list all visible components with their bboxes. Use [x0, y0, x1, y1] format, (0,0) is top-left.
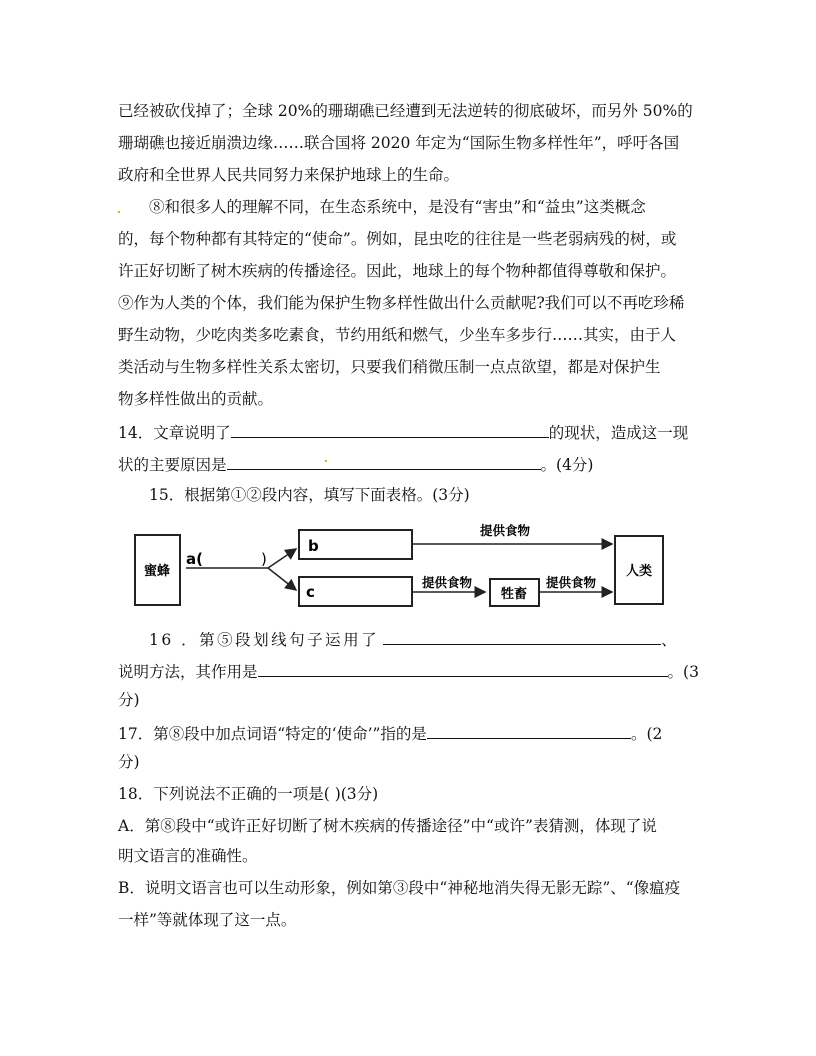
- answer-blank[interactable]: [231, 421, 549, 438]
- blank-a-close: ): [261, 550, 267, 568]
- question-14-text: 的现状，造成这一现: [548, 424, 689, 442]
- passage-line: 珊瑚礁也接近崩溃边缘……联合国将 2020 年定为“国际生物多样性年”，呼吁各国: [118, 134, 680, 152]
- passage-line: 已经被砍伐掉了；全球 20%的珊瑚礁已经遭到无法逆转的彻底破坏，而另外 50%的: [118, 102, 693, 120]
- answer-blank[interactable]: [227, 453, 541, 470]
- box-c: [299, 577, 412, 606]
- arrow-to-c: [268, 568, 296, 590]
- question-16-text: 、: [661, 631, 677, 649]
- question-18: 18．下列说法不正确的一项是( )(3分): [118, 785, 379, 803]
- option-a-line2: 明文语言的准确性。: [118, 847, 258, 865]
- option-b-line2: 一样”等就体现了这一点。: [118, 911, 297, 929]
- box-c-label: c: [306, 583, 315, 601]
- passage-line: 的，每个物种都有其特定的“使命”。例如，昆虫吃的往往是一些老弱病残的树，或: [118, 230, 677, 248]
- livestock-label: 牲畜: [500, 587, 528, 602]
- question-17-points: 。(2: [630, 725, 663, 743]
- stray-mark: [118, 211, 120, 213]
- option-a-line1: A．第⑧段中“或许正好切断了树木疾病的传播途径”中“或许”表猜测，体现了说: [118, 817, 657, 835]
- arrow-to-b: [268, 549, 296, 568]
- question-16-text: 16 ．第⑤段划线句子运用了: [149, 631, 380, 649]
- question-14-text: 状的主要原因是: [118, 456, 227, 474]
- bee-label: 蜜蜂: [143, 564, 171, 579]
- blank-a-label: a(: [186, 550, 203, 568]
- question-17-line1: [118, 722, 662, 744]
- provide-food-label: 提供食物: [546, 575, 597, 590]
- question-17-text: 17．第⑧段中加点词语“特定的‘使命’”指的是: [118, 725, 427, 743]
- passage-line: ⑧和很多人的理解不同，在生态系统中，是没有“害虫”和“益虫”这类概念: [149, 198, 646, 216]
- provide-food-label: 提供食物: [480, 523, 531, 538]
- passage-line: 政府和全世界人民共同努力来保护地球上的生命。: [118, 166, 460, 184]
- answer-blank[interactable]: [383, 628, 661, 645]
- passage-line: ⑨作为人类的个体，我们能为保护生物多样性做出什么贡献呢?我们可以不再吃珍稀: [118, 294, 685, 312]
- question-16-points-cont: 分): [118, 691, 140, 709]
- box-b-label: b: [308, 537, 319, 555]
- question-14-line1: [118, 421, 688, 443]
- question-14-text: 14．文章说明了: [118, 424, 231, 442]
- passage-line: 物多样性做出的贡献。: [118, 390, 274, 408]
- humans-label: 人类: [625, 564, 653, 579]
- passage-line: 许正好切断了树木疾病的传播途径。因此，地球上的每个物种都值得尊敬和保护。: [118, 262, 677, 280]
- food-chain-diagram: [130, 518, 670, 610]
- passage-line: 野生动物，少吃肉类多吃素食，节约用纸和燃气，少坐车多步行……其实，由于人: [118, 326, 677, 344]
- option-b-line1: B．说明文语言也可以生动形象，例如第③段中“神秘地消失得无影无踪”、“像瘟疫: [118, 879, 681, 897]
- answer-blank[interactable]: [427, 722, 631, 739]
- question-14-line2: [118, 453, 593, 475]
- stray-mark: [325, 460, 327, 462]
- question-16-points: 。(3: [667, 663, 699, 681]
- question-16-line2: [118, 660, 699, 682]
- answer-blank[interactable]: [258, 660, 668, 677]
- question-17-points-cont: 分): [118, 753, 140, 771]
- question-16-line1: [149, 628, 677, 650]
- provide-food-label: 提供食物: [422, 575, 473, 590]
- question-16-text: 说明方法，其作用是: [118, 663, 258, 681]
- passage-line: 类活动与生物多样性关系太密切，只要我们稍微压制一点点欲望，都是对保护生: [118, 358, 661, 376]
- question-14-points: 。(4分): [540, 456, 594, 474]
- question-15: 15．根据第①②段内容，填写下面表格。(3分): [149, 486, 470, 504]
